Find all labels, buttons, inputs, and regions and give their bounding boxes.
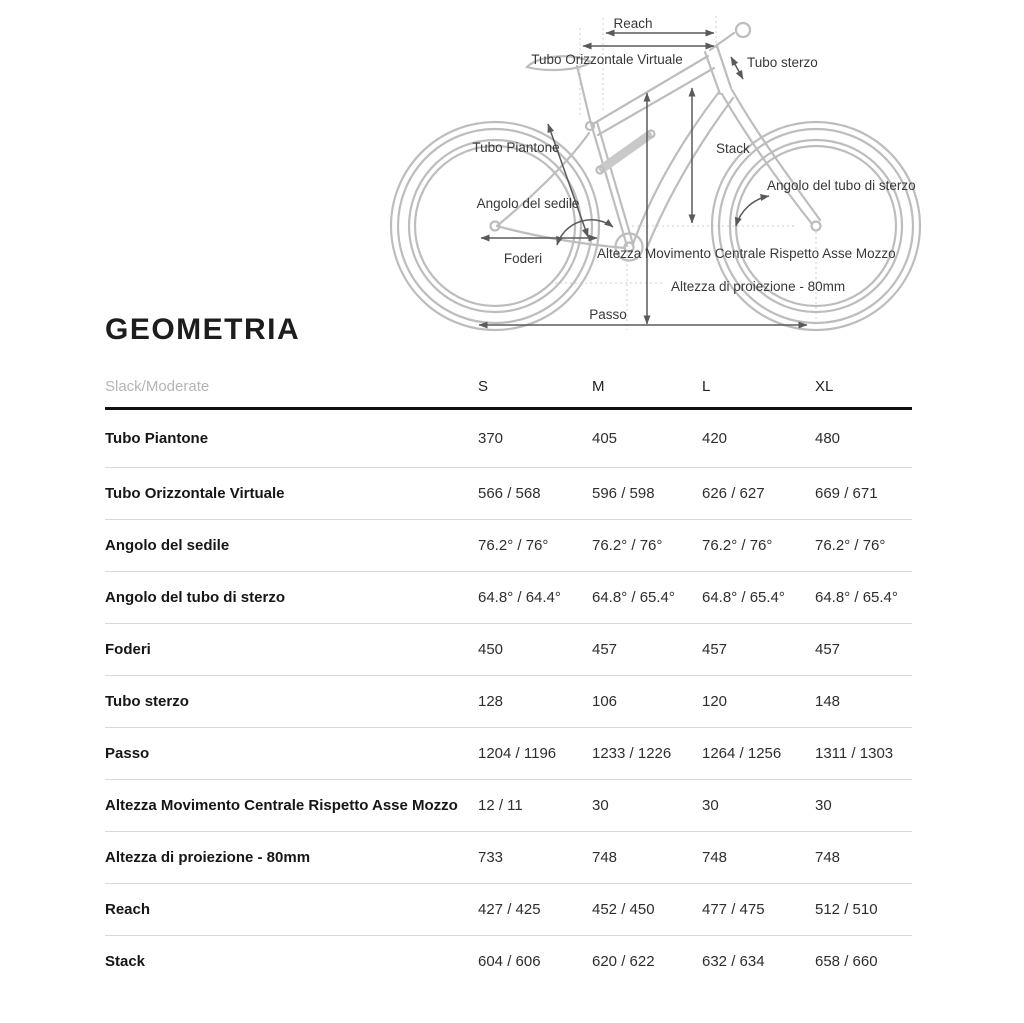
- cell-xl: 748: [815, 849, 841, 866]
- cell-s: 427 / 425: [478, 901, 541, 918]
- cell-xl: 658 / 660: [815, 953, 878, 970]
- table-row: [105, 468, 912, 520]
- cell-l: 1264 / 1256: [702, 745, 782, 762]
- stack-label: Stack: [716, 141, 750, 156]
- cell-s: 128: [478, 693, 504, 710]
- cell-m: 452 / 450: [592, 901, 655, 918]
- altezza-proiezione-label: Altezza di proiezione - 80mm: [671, 279, 846, 294]
- header-size-m: M: [592, 377, 605, 395]
- cell-m: 1233 / 1226: [592, 745, 672, 762]
- seat-tube: [590, 120, 627, 246]
- angolo-sterzo-label: Angolo del tubo di sterzo: [767, 178, 916, 193]
- table-body: [105, 410, 912, 987]
- row-label: Stack: [105, 952, 146, 970]
- table-row: [105, 728, 912, 780]
- bike-geometry-diagram: [0, 0, 1024, 348]
- cell-s: 450: [478, 641, 504, 658]
- cell-l: 748: [702, 849, 728, 866]
- tubo-sterzo-label: Tubo sterzo: [747, 55, 818, 70]
- cell-l: 76.2° / 76°: [702, 537, 773, 554]
- row-label: Angolo del sedile: [105, 536, 230, 554]
- table-row: [105, 780, 912, 832]
- cell-xl: 76.2° / 76°: [815, 537, 886, 554]
- passo-label: Passo: [589, 307, 627, 322]
- cell-m: 457: [592, 641, 618, 658]
- geometry-table: [105, 365, 912, 987]
- cell-xl: 148: [815, 693, 841, 710]
- row-label: Tubo Orizzontale Virtuale: [105, 484, 285, 502]
- cell-s: 604 / 606: [478, 953, 541, 970]
- row-label: Tubo sterzo: [105, 692, 189, 710]
- seat-tube-inner: [597, 122, 633, 244]
- table-row: [105, 520, 912, 572]
- cell-s: 12 / 11: [478, 797, 523, 814]
- row-label: Foderi: [105, 640, 151, 658]
- cell-l: 632 / 634: [702, 953, 765, 970]
- cell-xl: 457: [815, 641, 841, 658]
- handlebar-grip: [736, 23, 750, 37]
- altezza-movimento-label: Altezza Movimento Centrale Rispetto Asse Mozzo: [597, 246, 896, 261]
- cell-m: 64.8° / 65.4°: [592, 589, 675, 606]
- row-label: Tubo Piantone: [105, 429, 209, 447]
- table-row: [105, 624, 912, 676]
- table-row: [105, 832, 912, 884]
- cell-l: 64.8° / 65.4°: [702, 589, 785, 606]
- row-label: Passo: [105, 744, 150, 762]
- top-tube-inner: [598, 68, 714, 135]
- cell-s: 370: [478, 430, 504, 447]
- cell-m: 106: [592, 693, 618, 710]
- foderi-label: Foderi: [503, 251, 543, 266]
- row-label: Angolo del tubo di sterzo: [105, 588, 285, 606]
- cell-xl: 669 / 671: [815, 485, 878, 502]
- seatpost: [577, 66, 590, 120]
- angolo-sedile-label: Angolo del sedile: [476, 196, 580, 211]
- row-label: Altezza di proiezione - 80mm: [105, 848, 311, 866]
- cell-s: 566 / 568: [478, 485, 541, 502]
- cell-m: 748: [592, 849, 618, 866]
- header-size-xl: XL: [815, 377, 834, 395]
- tubo-piantone-label: Tubo Piantone: [472, 140, 560, 155]
- cell-s: 733: [478, 849, 504, 866]
- cell-m: 30: [592, 797, 609, 814]
- table-row: [105, 936, 912, 987]
- rear-shock: [603, 136, 648, 168]
- cell-xl: 1311 / 1303: [815, 745, 894, 762]
- head-tube-inner: [717, 46, 731, 88]
- reach-label: Reach: [613, 16, 653, 31]
- cell-m: 620 / 622: [592, 953, 655, 970]
- table-row: [105, 884, 912, 936]
- cell-s: 76.2° / 76°: [478, 537, 549, 554]
- cell-l: 477 / 475: [702, 901, 765, 918]
- cell-l: 626 / 627: [702, 485, 765, 502]
- cell-m: 596 / 598: [592, 485, 655, 502]
- cell-l: 457: [702, 641, 728, 658]
- header-size-l: L: [702, 377, 711, 395]
- table-row: [105, 572, 912, 624]
- cell-xl: 480: [815, 430, 841, 447]
- cell-s: 64.8° / 64.4°: [478, 589, 561, 606]
- table-header: [105, 365, 912, 410]
- cell-m: 76.2° / 76°: [592, 537, 663, 554]
- cell-l: 30: [702, 797, 719, 814]
- cell-l: 120: [702, 693, 728, 710]
- table-row: [105, 410, 912, 468]
- tubo-sterzo-arrow: [731, 57, 743, 79]
- cell-xl: 512 / 510: [815, 901, 878, 918]
- cell-xl: 30: [815, 797, 832, 814]
- row-label: Altezza Movimento Centrale Rispetto Asse Mozzo: [105, 796, 458, 814]
- page-title: GEOMETRIA: [105, 313, 301, 347]
- header-variant-label: Slack/Moderate: [105, 377, 210, 395]
- down-tube: [633, 92, 719, 244]
- cell-xl: 64.8° / 65.4°: [815, 589, 898, 606]
- cell-s: 1204 / 1196: [478, 745, 557, 762]
- diagram-labels: [472, 16, 915, 322]
- header-size-s: S: [478, 377, 489, 395]
- stem: [710, 33, 734, 50]
- row-label: Reach: [105, 900, 151, 918]
- tubo-orizzontale-label: Tubo Orizzontale Virtuale: [531, 52, 683, 67]
- cell-l: 420: [702, 430, 728, 447]
- table-row: [105, 676, 912, 728]
- cell-m: 405: [592, 430, 618, 447]
